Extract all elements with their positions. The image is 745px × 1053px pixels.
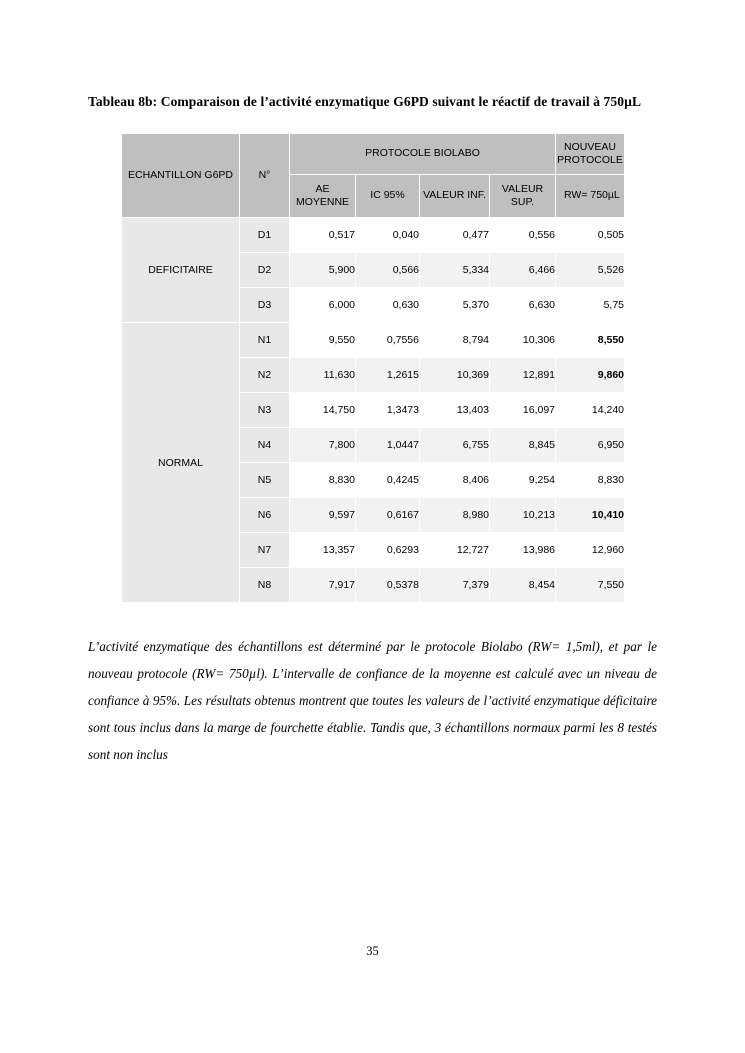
cell-valeur-inf: 0,477 <box>420 218 490 253</box>
cell-ic95: 0,4245 <box>356 463 420 498</box>
cell-ic95: 0,6167 <box>356 498 420 533</box>
table-caption: Tableau 8b: Comparaison de l’activité enzymatique G6PD suivant le réactif de travail à 750µL <box>88 94 642 109</box>
cell-ae-moyenne: 6,000 <box>290 288 356 323</box>
cell-ic95: 0,566 <box>356 253 420 288</box>
row-id: N4 <box>240 428 290 463</box>
cell-rw750: 5,75 <box>556 288 625 323</box>
cell-ae-moyenne: 9,597 <box>290 498 356 533</box>
cell-rw750: 8,550 <box>556 323 625 358</box>
cell-rw750: 10,410 <box>556 498 625 533</box>
cell-valeur-inf: 12,727 <box>420 533 490 568</box>
cell-ic95: 0,630 <box>356 288 420 323</box>
cell-valeur-sup: 12,891 <box>490 358 556 393</box>
header-sample: ECHANTILLON G6PD <box>122 134 240 218</box>
cell-rw750: 8,830 <box>556 463 625 498</box>
cell-valeur-inf: 6,755 <box>420 428 490 463</box>
row-id: N1 <box>240 323 290 358</box>
header-group-nouveau: NOUVEAU PROTOCOLE <box>556 134 625 175</box>
header-valeur-sup: VALEUR SUP. <box>490 175 556 218</box>
cell-valeur-sup: 0,556 <box>490 218 556 253</box>
cell-valeur-inf: 8,406 <box>420 463 490 498</box>
cell-valeur-inf: 5,334 <box>420 253 490 288</box>
cell-valeur-inf: 5,370 <box>420 288 490 323</box>
cell-rw750: 12,960 <box>556 533 625 568</box>
header-rw-750: RW= 750µL <box>556 175 625 218</box>
row-id: N8 <box>240 568 290 603</box>
cell-valeur-inf: 8,794 <box>420 323 490 358</box>
comparison-table <box>121 133 625 603</box>
cell-ic95: 1,2615 <box>356 358 420 393</box>
cell-ic95: 1,0447 <box>356 428 420 463</box>
header-valeur-inf: VALEUR INF. <box>420 175 490 218</box>
page-number: 35 <box>366 944 379 958</box>
cell-ae-moyenne: 7,917 <box>290 568 356 603</box>
cell-rw750: 7,550 <box>556 568 625 603</box>
group-label-deficitaire: DEFICITAIRE <box>122 218 240 323</box>
cell-ic95: 0,5378 <box>356 568 420 603</box>
cell-ae-moyenne: 7,800 <box>290 428 356 463</box>
table-description-paragraph: L’activité enzymatique des échantillons est déterminé par le protocole Biolabo (RW= 1,5ml), et par le nouveau protocole (RW= 750µl). L’intervalle de confiance de la moyenne est calculé avec un niveau de confiance à 95%. Les résultats obtenus montrent que toutes les valeurs de l’activité enzymatique déficitaire sont tous inclus dans la marge de fourchette établie. Tandis que, 3 échantillons normaux parmi les 8 testés sont non inclus <box>88 639 657 763</box>
cell-valeur-sup: 6,630 <box>490 288 556 323</box>
table-row <box>122 323 625 358</box>
cell-ae-moyenne: 8,830 <box>290 463 356 498</box>
cell-ae-moyenne: 14,750 <box>290 393 356 428</box>
row-id: N2 <box>240 358 290 393</box>
cell-valeur-sup: 6,466 <box>490 253 556 288</box>
cell-valeur-inf: 13,403 <box>420 393 490 428</box>
table-row <box>122 218 625 253</box>
cell-ae-moyenne: 5,900 <box>290 253 356 288</box>
cell-ic95: 0,6293 <box>356 533 420 568</box>
row-id: D2 <box>240 253 290 288</box>
cell-ae-moyenne: 11,630 <box>290 358 356 393</box>
cell-rw750: 9,860 <box>556 358 625 393</box>
cell-valeur-sup: 16,097 <box>490 393 556 428</box>
cell-ic95: 0,7556 <box>356 323 420 358</box>
header-ae-moyenne: AE MOYENNE <box>290 175 356 218</box>
cell-valeur-sup: 8,454 <box>490 568 556 603</box>
cell-valeur-sup: 10,306 <box>490 323 556 358</box>
row-id: N7 <box>240 533 290 568</box>
row-id: N6 <box>240 498 290 533</box>
cell-valeur-sup: 9,254 <box>490 463 556 498</box>
cell-ic95: 1,3473 <box>356 393 420 428</box>
cell-ae-moyenne: 9,550 <box>290 323 356 358</box>
row-id: N3 <box>240 393 290 428</box>
cell-valeur-inf: 10,369 <box>420 358 490 393</box>
cell-valeur-inf: 7,379 <box>420 568 490 603</box>
table-header <box>122 134 625 218</box>
header-number: N° <box>240 134 290 218</box>
cell-rw750: 0,505 <box>556 218 625 253</box>
header-row-top <box>122 134 625 175</box>
cell-ae-moyenne: 0,517 <box>290 218 356 253</box>
cell-valeur-inf: 8,980 <box>420 498 490 533</box>
group-label-normal: NORMAL <box>122 323 240 603</box>
cell-valeur-sup: 10,213 <box>490 498 556 533</box>
cell-valeur-sup: 13,986 <box>490 533 556 568</box>
cell-rw750: 5,526 <box>556 253 625 288</box>
cell-rw750: 14,240 <box>556 393 625 428</box>
cell-ae-moyenne: 13,357 <box>290 533 356 568</box>
table-body <box>122 218 625 603</box>
cell-rw750: 6,950 <box>556 428 625 463</box>
row-id: N5 <box>240 463 290 498</box>
header-ic95: IC 95% <box>356 175 420 218</box>
table-container <box>121 133 624 603</box>
row-id: D3 <box>240 288 290 323</box>
cell-valeur-sup: 8,845 <box>490 428 556 463</box>
header-group-biolabo: PROTOCOLE BIOLABO <box>290 134 556 175</box>
cell-ic95: 0,040 <box>356 218 420 253</box>
row-id: D1 <box>240 218 290 253</box>
